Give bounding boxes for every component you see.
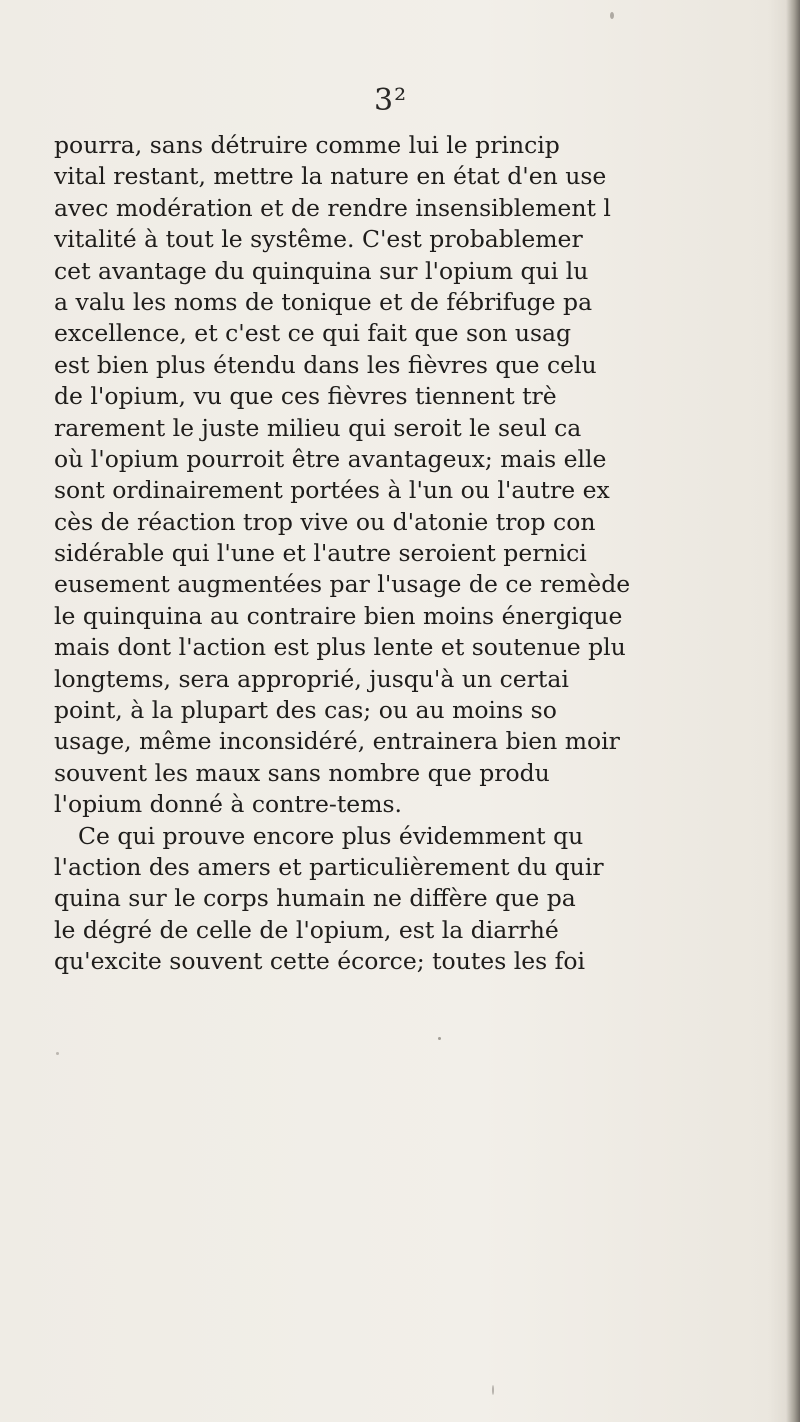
text-line-26: le dégré de celle de l'opium, est la diarrhé <box>54 915 559 944</box>
text-line-27: qu'excite souvent cette écorce; toutes les foi <box>54 947 586 976</box>
text-line-15: eusement augmentées par l'usage de ce remède <box>54 570 631 599</box>
text-line-13: cès de réaction trop vive ou d'atonie trop con <box>54 507 596 536</box>
text-line-4: vitalité à tout le systême. C'est probablemer <box>54 225 583 254</box>
paper-speck <box>56 1052 59 1055</box>
text-line-19: point, à la plupart des cas; ou au moins so <box>54 696 557 725</box>
text-line-25: quina sur le corps humain ne diffère que pa <box>54 884 576 913</box>
text-line-23: Ce qui prouve encore plus évidemment qu <box>78 821 584 850</box>
text-line-17: mais dont l'action est plus lente et soutenue plu <box>54 633 626 662</box>
text-line-12: sont ordinairement portées à l'un ou l'autre ex <box>54 476 610 505</box>
text-line-5: cet avantage du quinquina sur l'opium qui lu <box>54 256 589 285</box>
text-line-7: excellence, et c'est ce qui fait que son usag <box>54 319 572 348</box>
text-line-22: l'opium donné à contre-tems. <box>54 790 403 819</box>
text-line-16: le quinquina au contraire bien moins énergique <box>54 601 623 630</box>
paper-speck <box>610 12 614 19</box>
text-line-14: sidérable qui l'une et l'autre seroient pernici <box>54 539 587 568</box>
text-line-24: l'action des amers et particulièrement du quir <box>54 852 604 881</box>
text-line-10: rarement le juste milieu qui seroit le seul ca <box>54 413 582 442</box>
text-line-6: a valu les noms de tonique et de fébrifuge pa <box>54 287 593 316</box>
text-line-20: usage, même inconsidéré, entrainera bien moir <box>54 727 620 756</box>
paper-speck <box>438 1037 441 1040</box>
text-line-21: souvent les maux sans nombre que produ <box>54 758 550 787</box>
text-line-2: vital restant, mettre la nature en état d'en use <box>54 162 607 191</box>
text-line-1: pourra, sans détruire comme lui le princip <box>54 131 560 159</box>
text-line-11: où l'opium pourroit être avantageux; mais elle <box>54 444 607 473</box>
text-line-18: longtems, sera approprié, jusqu'à un certai <box>54 664 569 693</box>
text-line-3: avec modération et de rendre insensiblement l <box>54 193 611 222</box>
text-line-8: est bien plus étendu dans les fièvres que celu <box>54 350 597 379</box>
text-line-9: de l'opium, vu que ces fièvres tiennent trè <box>54 382 557 411</box>
page-number: 3² <box>374 83 408 118</box>
paper-speck <box>492 1385 494 1395</box>
body-text <box>54 130 794 978</box>
